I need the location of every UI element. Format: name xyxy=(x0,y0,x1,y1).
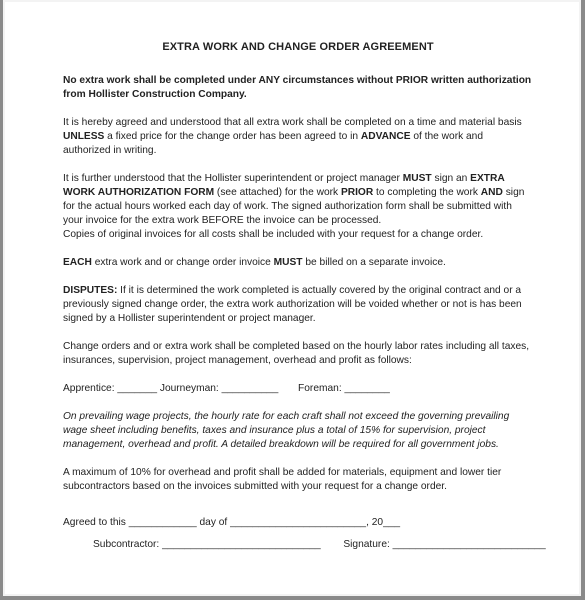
labor-rates-paragraph: Change orders and or extra work shall be completed based on the hourly labor rates including all taxes, insurances, supervision, project management, overhead and profit as follows: xyxy=(63,341,530,366)
prevailing-wage-paragraph: On prevailing wage projects, the hourly rate for each craft shall not exceed the governing prevailing wage sheet including benefits, taxes and insurance plus a total of 15% for supervision, project management, overhead and profit. A detailed breakdown will be required for all government jobs. xyxy=(63,411,510,450)
disputes-text: If it is determined the work completed is actually covered by the original contract and or a previously signed change order, the extra work authorization will be voided whether or not is has been signed by a Hollister superintendent or project manager. xyxy=(63,285,522,324)
overhead-profit-paragraph: A maximum of 10% for overhead and profit shall be added for materials, equipment and lower tier subcontractors based on the invoices submitted with your request for a change order. xyxy=(63,467,502,492)
p3-and: AND xyxy=(480,187,503,198)
signature-line: Subcontractor: ____________________________ Signature: ___________________________ xyxy=(93,539,546,550)
intro-paragraph: No extra work shall be completed under ANY circumstances without PRIOR written authorization from Hollister Construction Company. xyxy=(63,75,532,100)
disputes-paragraph xyxy=(63,284,533,326)
p4-each: EACH xyxy=(63,257,92,268)
p3-text-i: sign for the actual hours worked each day of work. The signed authorization form shall be submitted with your invoice for the extra work BEFORE the invoice can be processed. xyxy=(63,187,525,226)
p4-text-d: be billed on a separate invoice. xyxy=(302,257,446,268)
p2-text-e: of the work and authorized in writing. xyxy=(63,131,484,156)
p4-must: MUST xyxy=(273,257,303,268)
disputes-label: DISPUTES: xyxy=(63,285,118,296)
p3-text-g: to completing the work xyxy=(373,187,481,198)
agreed-date-line: Agreed to this ____________ day of ________________________, 20___ xyxy=(63,517,401,528)
document-page xyxy=(3,0,581,596)
p3-text-e: (see attached) for the work xyxy=(214,187,341,198)
authorization-paragraph xyxy=(63,172,533,242)
p2-advance: ADVANCE xyxy=(360,131,411,142)
p3-text-c: sign an xyxy=(431,173,471,184)
p4-text-b: extra work and or change order invoice xyxy=(91,257,274,268)
agreement-document xyxy=(63,40,546,566)
p3-must: MUST xyxy=(402,173,432,184)
p2-text-a: It is hereby agreed and understood that all extra work shall be completed on a time and material basis xyxy=(63,117,522,128)
separate-invoice-paragraph xyxy=(63,256,533,270)
p3-text-a: It is further understood that the Hollister superintendent or project manager xyxy=(63,173,403,184)
p3-copies-line: Copies of original invoices for all costs shall be included with your request for a change order. xyxy=(63,229,484,240)
document-title: EXTRA WORK AND CHANGE ORDER AGREEMENT xyxy=(162,41,434,53)
p3-prior: PRIOR xyxy=(340,187,374,198)
p2-unless: UNLESS xyxy=(63,131,105,142)
p2-text-c: a fixed price for the change order has been agreed to in xyxy=(104,131,361,142)
rates-fill-line: Apprentice: _______ Journeyman: __________ Foreman: ________ xyxy=(63,383,390,394)
p3-form-name: EXTRA WORK AUTHORIZATION FORM xyxy=(63,173,505,198)
time-material-paragraph xyxy=(63,116,533,158)
